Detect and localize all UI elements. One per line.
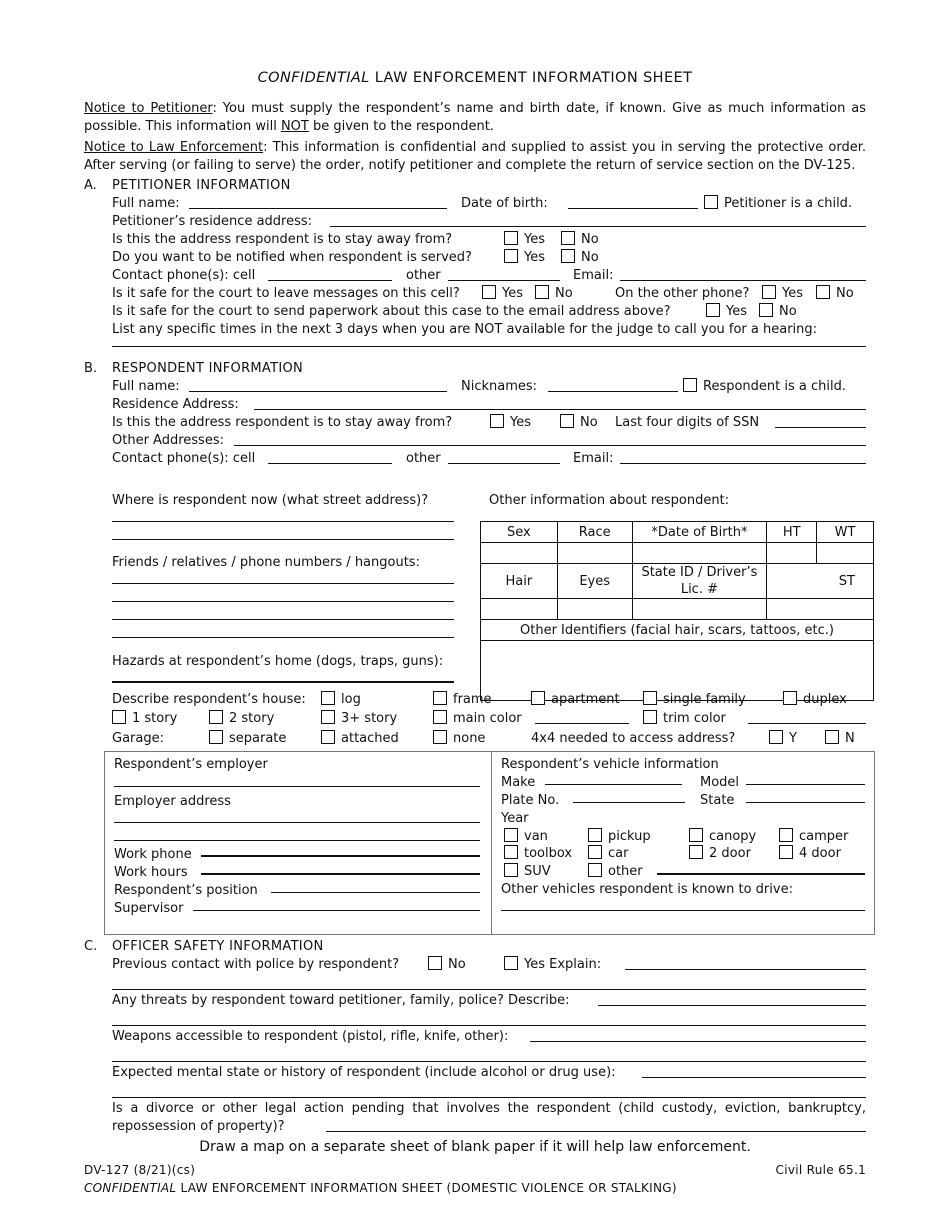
employer-vehicle-box [104, 751, 875, 935]
petitioner-other-phone-field[interactable] [448, 267, 560, 281]
times-field[interactable] [112, 333, 866, 347]
civil-rule: Civil Rule 65.1 [775, 1163, 866, 1177]
prev-contact-yes-checkbox[interactable] [504, 956, 518, 970]
garage-attached-checkbox[interactable] [321, 730, 335, 744]
ht-header: HT [767, 522, 817, 543]
friends-field-2[interactable] [112, 588, 454, 602]
fourx4-n-checkbox[interactable] [825, 730, 839, 744]
four-door-label: 4 door [799, 846, 841, 861]
threats-field-2[interactable] [112, 1012, 866, 1026]
dob-cell[interactable] [632, 543, 767, 564]
st-cell[interactable] [767, 599, 874, 620]
house-duplex-label: duplex [803, 692, 847, 707]
other-phone-no-checkbox[interactable] [816, 285, 830, 299]
notify-yes-checkbox[interactable] [504, 249, 518, 263]
box-divider [491, 752, 492, 934]
employer-field[interactable] [114, 773, 480, 787]
eyes-cell[interactable] [557, 599, 632, 620]
no-label: No [555, 286, 573, 301]
contact-label: Contact phone(s): cell [112, 268, 256, 283]
petitioner-name-field[interactable] [189, 195, 447, 209]
friends-field-1[interactable] [112, 570, 454, 584]
email-label: Email: [573, 451, 614, 466]
safe-cell-row [84, 285, 866, 303]
other-vehicle-checkbox[interactable] [588, 863, 602, 877]
residence-label: Residence Address: [112, 397, 239, 412]
mental-field-2[interactable] [112, 1084, 866, 1098]
story-3-label: 3+ story [341, 711, 398, 726]
van-label: van [524, 829, 548, 844]
main-color-field[interactable] [535, 710, 629, 724]
other-phone-yes-checkbox[interactable] [762, 285, 776, 299]
work-hours-label: Work hours [114, 865, 188, 880]
times-line-row [84, 339, 866, 357]
respondent-address-field[interactable] [254, 396, 866, 410]
house-single-family-checkbox[interactable] [643, 691, 657, 705]
canopy-checkbox[interactable] [689, 828, 703, 842]
respondent-details-block [84, 490, 866, 760]
section-c [84, 938, 866, 1155]
trim-color-field[interactable] [748, 710, 866, 724]
full-name-label: Full name: [112, 196, 180, 211]
prev-contact-question: Previous contact with police by respondent? [112, 957, 400, 972]
garage-none-checkbox[interactable] [433, 730, 447, 744]
ssn-field[interactable] [775, 414, 866, 428]
yes-label: Yes [726, 304, 747, 319]
respondent-cell-field[interactable] [268, 450, 392, 464]
petitioner-name-row [84, 195, 866, 213]
petitioner-address-field[interactable] [330, 213, 866, 227]
license-cell[interactable] [632, 599, 767, 620]
garage-separate-checkbox[interactable] [209, 730, 223, 744]
weapons-field[interactable] [530, 1028, 866, 1042]
petitioner-child-checkbox[interactable] [704, 195, 718, 209]
work-hours-field[interactable] [201, 861, 480, 875]
form-number: DV-127 (8/21)(cs) [84, 1163, 196, 1177]
respondent-name-row [84, 378, 866, 396]
yes-label: Yes [524, 232, 545, 247]
respondent-child-checkbox[interactable] [683, 378, 697, 392]
fourx4-y-label: Y [789, 731, 797, 746]
respondent-child-label: Respondent is a child. [703, 379, 846, 394]
yes-label: Yes [502, 286, 523, 301]
safe-email-yes-checkbox[interactable] [706, 303, 720, 317]
year-label: Year [501, 811, 529, 826]
garage-attached-label: attached [341, 731, 399, 746]
notify-question: Do you want to be notified when respondent is served? [112, 250, 472, 265]
map-note: Draw a map on a separate sheet of blank paper if it will help law enforcement. [199, 1139, 751, 1155]
respondent-stay-away-row [84, 414, 866, 432]
plate-label: Plate No. [501, 793, 560, 808]
respondent-other-phone-field[interactable] [448, 450, 560, 464]
no-label: No [448, 957, 466, 972]
legal-field[interactable] [326, 1118, 866, 1132]
stay-away-question: Is this the address respondent is to stay away from? [112, 415, 453, 430]
respondent-email-field[interactable] [620, 450, 866, 464]
stay-away-no-checkbox[interactable] [561, 231, 575, 245]
other-addresses-field[interactable] [234, 432, 866, 446]
petitioner-child-label: Petitioner is a child. [724, 196, 853, 211]
friends-field-3[interactable] [112, 606, 454, 620]
fourx4-n-label: N [845, 731, 855, 746]
wt-header: WT [817, 522, 874, 543]
safe-cell-yes-checkbox[interactable] [482, 285, 496, 299]
ssn-label: Last four digits of SSN [615, 415, 760, 430]
notice-law-enforcement: Notice to Law Enforcement: This information is confidential and supplied to assist you in serving the protective order. After serving (or failing to serve) the order, notify petitioner and complete the return of service section on the DV-125. [84, 140, 866, 173]
wt-cell[interactable] [817, 543, 874, 564]
threats-field[interactable] [598, 992, 866, 1006]
other-label: other [406, 451, 441, 466]
legal-question: Is a divorce or other legal action pending that involves the respondent (child custody, eviction, bankruptcy, repossession of property)? [112, 1101, 866, 1134]
st-header: ST [767, 564, 874, 599]
race-cell[interactable] [557, 543, 632, 564]
employer-label: Respondent’s employer [114, 757, 268, 772]
petitioner-cell-field[interactable] [268, 267, 392, 281]
respondent-contact-row [84, 450, 866, 468]
table-header-row [481, 620, 874, 641]
petitioner-email-field[interactable] [620, 267, 866, 281]
no-label: No [581, 250, 599, 265]
main-color-label: main color [453, 711, 522, 726]
section-c-heading: C. OFFICER SAFETY INFORMATION [84, 939, 324, 954]
state-label: State [700, 793, 735, 808]
house-log-label: log [341, 692, 361, 707]
main-color-checkbox[interactable] [433, 710, 447, 724]
other-identifiers-header: Other Identifiers (facial hair, scars, tattoos, etc.) [481, 620, 874, 641]
canopy-label: canopy [709, 829, 757, 844]
house-log-checkbox[interactable] [321, 691, 335, 705]
other-vehicles-label: Other vehicles respondent is known to drive: [501, 882, 793, 897]
dob-header: *Date of Birth* [632, 522, 767, 543]
times-question: List any specific times in the next 3 days when you are NOT available for the judge to call you for a hearing: [112, 322, 818, 337]
two-door-checkbox[interactable] [689, 845, 703, 859]
section-a-heading: A. PETITIONER INFORMATION [84, 178, 291, 193]
no-label: No [836, 286, 854, 301]
trim-color-label: trim color [663, 711, 726, 726]
two-door-label: 2 door [709, 846, 751, 861]
ht-cell[interactable] [767, 543, 817, 564]
toolbox-label: toolbox [524, 846, 573, 861]
house-single-family-label: single family [663, 692, 746, 707]
residence-label: Petitioner’s residence address: [112, 214, 313, 229]
stay-away-yes-checkbox[interactable] [504, 231, 518, 245]
table-row [481, 599, 874, 620]
identifiers-table [480, 521, 874, 701]
trim-color-checkbox[interactable] [643, 710, 657, 724]
stay-away-row [84, 231, 866, 249]
safe-cell-question: Is it safe for the court to leave messages on this cell? [112, 286, 460, 301]
sex-cell[interactable] [481, 543, 558, 564]
weapons-question: Weapons accessible to respondent (pistol, rifle, knife, other): [112, 1029, 509, 1044]
story-1-checkbox[interactable] [112, 710, 126, 724]
garage-separate-label: separate [229, 731, 287, 746]
dob-label: Date of birth: [461, 196, 548, 211]
house-frame-checkbox[interactable] [433, 691, 447, 705]
petitioner-address-row [84, 213, 866, 231]
eyes-header: Eyes [557, 564, 632, 599]
hair-header: Hair [481, 564, 558, 599]
nicknames-field[interactable] [548, 378, 678, 392]
story-1-label: 1 story [132, 711, 178, 726]
nicknames-label: Nicknames: [461, 379, 538, 394]
safe-email-question: Is it safe for the court to send paperwork about this case to the email address above? [112, 304, 671, 319]
license-header: State ID / Driver’s Lic. # [632, 564, 767, 599]
prev-contact-field[interactable] [625, 956, 866, 970]
plate-field[interactable] [573, 789, 685, 803]
notice-petitioner: Notice to Petitioner: You must supply the respondent’s name and birth date, if known. Give as much information as possible. This information will NOT be given to the respondent. [84, 101, 866, 134]
prev-contact-no-checkbox[interactable] [428, 956, 442, 970]
car-checkbox[interactable] [588, 845, 602, 859]
table-row [481, 543, 874, 564]
make-field[interactable] [545, 771, 682, 785]
fourx4-y-checkbox[interactable] [769, 730, 783, 744]
safe-cell-no-checkbox[interactable] [535, 285, 549, 299]
email-label: Email: [573, 268, 614, 283]
safe-email-row [84, 303, 866, 321]
stay-away-question: Is this the address respondent is to stay away from? [112, 232, 453, 247]
table-header-row [481, 522, 874, 543]
hazards-field[interactable] [112, 669, 454, 683]
house-duplex-checkbox[interactable] [783, 691, 797, 705]
pickup-checkbox[interactable] [588, 828, 602, 842]
race-header: Race [557, 522, 632, 543]
section-b-heading: B. RESPONDENT INFORMATION [84, 361, 304, 376]
suv-checkbox[interactable] [504, 863, 518, 877]
vehicle-heading: Respondent’s vehicle information [501, 757, 719, 772]
petitioner-dob-field[interactable] [568, 195, 698, 209]
weapons-field-2[interactable] [112, 1048, 866, 1062]
respondent-stay-away-yes-checkbox[interactable] [490, 414, 504, 428]
safe-email-no-checkbox[interactable] [759, 303, 773, 317]
where-now-label: Where is respondent now (what street address)? [112, 493, 429, 508]
four-door-checkbox[interactable] [779, 845, 793, 859]
supervisor-label: Supervisor [114, 901, 184, 916]
hazards-label: Hazards at respondent’s home (dogs, traps, guns): [112, 654, 444, 669]
yes-label: Yes [510, 415, 531, 430]
employer-address-field-2[interactable] [114, 827, 480, 841]
where-now-field-1[interactable] [112, 508, 454, 522]
suv-label: SUV [524, 864, 551, 879]
contact-label: Contact phone(s): cell [112, 451, 256, 466]
mental-question: Expected mental state or history of respondent (include alcohol or drug use): [112, 1065, 616, 1080]
yes-label: Yes [782, 286, 803, 301]
fourx4-label: 4x4 needed to access address? [531, 731, 736, 746]
petitioner-contact-row [84, 267, 866, 285]
no-label: No [779, 304, 797, 319]
model-label: Model [700, 775, 740, 790]
story-2-checkbox[interactable] [209, 710, 223, 724]
house-frame-label: frame [453, 692, 492, 707]
friends-label: Friends / relatives / phone numbers / hangouts: [112, 555, 420, 570]
yes-explain-label: Yes Explain: [524, 957, 602, 972]
respondent-stay-away-no-checkbox[interactable] [560, 414, 574, 428]
other-label: other [406, 268, 441, 283]
other-vehicles-field[interactable] [501, 897, 865, 911]
camper-checkbox[interactable] [779, 828, 793, 842]
other-addresses-row [84, 432, 866, 450]
story-3-checkbox[interactable] [321, 710, 335, 724]
full-name-label: Full name: [112, 379, 180, 394]
notify-no-checkbox[interactable] [561, 249, 575, 263]
notify-row [84, 249, 866, 267]
state-field[interactable] [746, 789, 865, 803]
van-checkbox[interactable] [504, 828, 518, 842]
threats-question: Any threats by respondent toward petitioner, family, police? Describe: [112, 993, 570, 1008]
toolbox-checkbox[interactable] [504, 845, 518, 859]
hair-cell[interactable] [481, 599, 558, 620]
other-vehicle-label: other [608, 864, 643, 879]
friends-field-4[interactable] [112, 624, 454, 638]
story-2-label: 2 story [229, 711, 275, 726]
other-vehicle-field[interactable] [657, 861, 865, 875]
respondent-address-row [84, 396, 866, 414]
prev-contact-field-2[interactable] [112, 976, 866, 990]
page-title: CONFIDENTIAL LAW ENFORCEMENT INFORMATION SHEET [257, 70, 693, 86]
other-info-label: Other information about respondent: [489, 493, 730, 508]
position-field[interactable] [271, 879, 480, 893]
car-label: car [608, 846, 629, 861]
house-apartment-checkbox[interactable] [531, 691, 545, 705]
garage-none-label: none [453, 731, 486, 746]
form-page [84, 68, 866, 1195]
no-label: No [581, 232, 599, 247]
garage-label: Garage: [112, 731, 164, 746]
supervisor-field[interactable] [193, 897, 480, 911]
where-now-field-2[interactable] [112, 526, 454, 540]
camper-label: camper [799, 829, 849, 844]
yes-label: Yes [524, 250, 545, 265]
table-header-row [481, 564, 874, 599]
other-phone-question: On the other phone? [615, 286, 750, 301]
no-label: No [580, 415, 598, 430]
mental-field[interactable] [642, 1064, 866, 1078]
footer-title: CONFIDENTIAL LAW ENFORCEMENT INFORMATION SHEET (DOMESTIC VIOLENCE OR STALKING) [84, 1181, 677, 1195]
house-apartment-label: apartment [551, 692, 620, 707]
position-label: Respondent’s position [114, 883, 258, 898]
house-label: Describe respondent’s house: [112, 692, 306, 707]
employer-address-label: Employer address [114, 794, 231, 809]
model-field[interactable] [746, 771, 865, 785]
sex-header: Sex [481, 522, 558, 543]
prev-contact-row [84, 956, 866, 974]
other-addresses-label: Other Addresses: [112, 433, 224, 448]
employer-address-field-1[interactable] [114, 809, 480, 823]
pickup-label: pickup [608, 829, 651, 844]
work-phone-field[interactable] [201, 843, 480, 857]
respondent-name-field[interactable] [189, 378, 447, 392]
make-label: Make [501, 775, 536, 790]
work-phone-label: Work phone [114, 847, 192, 862]
